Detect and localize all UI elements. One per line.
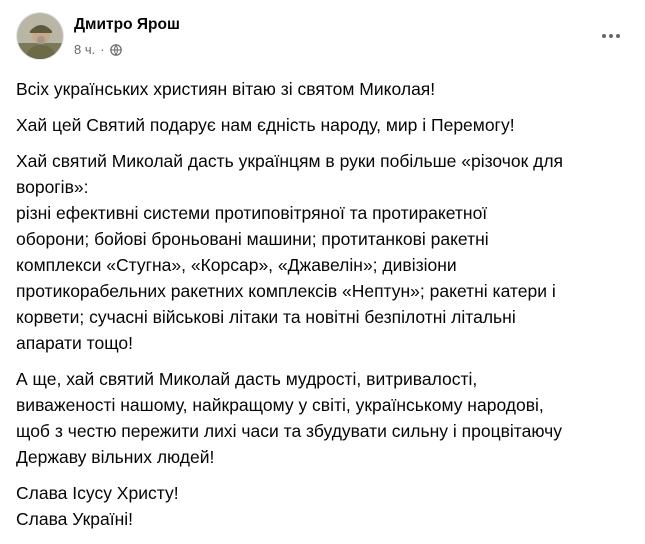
post-paragraph: Слава Ісусу Христу! Слава Україні! [16, 483, 179, 529]
post-meta [74, 42, 122, 57]
globe-icon[interactable] [110, 44, 122, 56]
dot-icon [609, 34, 613, 38]
post-paragraph: Всіх українських християн вітаю зі святом Миколая! [16, 79, 436, 99]
more-options-icon[interactable] [593, 26, 629, 46]
separator-dot: · [100, 42, 105, 57]
post-paragraph: Хай святий Миколай дасть українцям в руки побільше «різочок для ворогів»: різні ефективні системи протиповітряної та протиракетної оборони; бойові броньовані машини; протитанкові ракетні комплекси «Стугна», «Корсар», «Джавелін»; дивізіони протикорабельних ракетних комплексів «Нептун»; ракетні катери і корвети; сучасні військові літаки та новітні безпілотні літальні апарати тощо! [16, 151, 564, 353]
post-body [16, 76, 616, 542]
post-paragraph: Хай цей Святий подарує нам єдність народу, мир і Перемогу! [16, 115, 515, 135]
post-paragraph: А ще, хай святий Миколай дасть мудрості, витривалості, виваженості нашому, найкращому у світі, українському народові, щоб з честю пережити лихі часи та збудувати сильну і процвітаючу Державу вільних людей! [16, 369, 562, 467]
author-name[interactable]: Дмитро Ярош [74, 16, 180, 33]
post-time[interactable]: 8 ч. [74, 42, 96, 57]
avatar[interactable] [16, 12, 64, 60]
dot-icon [602, 34, 606, 38]
dot-icon [616, 34, 620, 38]
post-header [16, 12, 629, 60]
